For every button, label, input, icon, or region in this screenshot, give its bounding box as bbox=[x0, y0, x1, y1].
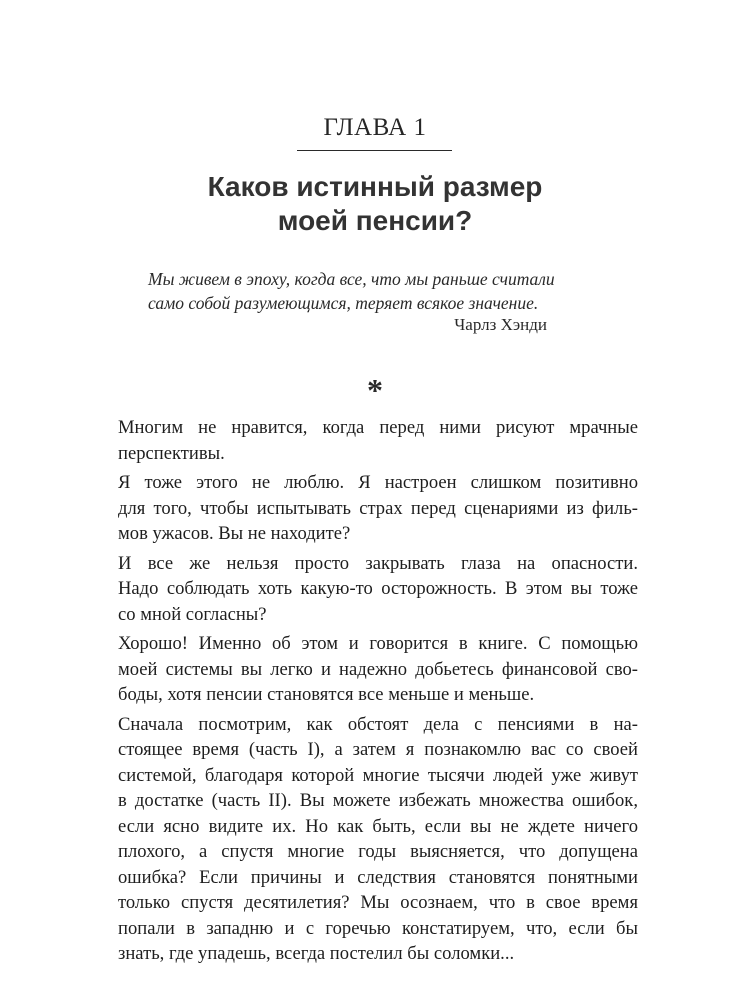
paragraph bbox=[118, 415, 638, 466]
text-line: в достатке (часть II). Вы можете избежать множества ошибок, bbox=[118, 790, 638, 811]
epigraph-line: само собой разумеющимся, теряет всякое значение. bbox=[148, 293, 539, 313]
chapter-title-line: моей пенсии? bbox=[277, 205, 473, 236]
paragraph bbox=[118, 551, 638, 628]
text-line: только спустя десятилетия? Мы осознаем, что в свое время bbox=[118, 892, 638, 913]
text-line: ошибка? Если причины и следствия становятся понятными bbox=[118, 866, 638, 888]
text-line: мов ужасов. Вы не находите? bbox=[118, 523, 351, 544]
text-line: боды, хотя пенсии становятся все меньше и меньше. bbox=[118, 684, 535, 705]
chapter-label: ГЛАВА 1 bbox=[323, 114, 427, 141]
epigraph-author: Чарлз Хэнди bbox=[454, 315, 547, 334]
text-line: моей системы вы легко и надежно добьетесь финансовой сво- bbox=[118, 658, 638, 680]
text-line: Хорошо! Именно об этом и говорится в книге. С помощью bbox=[118, 633, 638, 654]
epigraph bbox=[148, 267, 558, 315]
text-line: Сначала посмотрим, как обстоят дела с пенсиями в на- bbox=[118, 713, 638, 735]
text-line: если ясно видите их. Но как быть, если вы не ждете ничего bbox=[118, 815, 638, 837]
text-line: для того, чтобы испытывать страх перед сценариями из филь- bbox=[118, 497, 638, 519]
text-line: Я тоже этого не люблю. Я настроен слишком позитивно bbox=[118, 472, 638, 493]
text-line: Надо соблюдать хоть какую-то осторожность. В этом вы тоже bbox=[118, 578, 638, 599]
epigraph-line: Мы живем в эпоху, когда все, что мы раньше считали bbox=[148, 269, 555, 289]
paragraph bbox=[118, 712, 638, 967]
chapter-title-line: Каков истинный размер bbox=[207, 171, 543, 202]
text-line: системой, благодаря которой многие тысячи людей уже живут bbox=[118, 764, 638, 786]
paragraph bbox=[118, 631, 638, 708]
text-line: попали в западню и с горечью констатируем, что, если бы bbox=[118, 917, 638, 939]
text-line: со мной согласны? bbox=[118, 603, 267, 625]
text-line: стоящее время (часть I), а затем я познакомлю вас со своей bbox=[118, 739, 638, 760]
body-text bbox=[118, 415, 638, 967]
text-line: Многим не нравится, когда перед ними рисуют мрачные bbox=[118, 417, 638, 438]
chapter-underline bbox=[297, 150, 452, 151]
text-line: плохого, а спустя многие годы выясняется, что допущена bbox=[118, 841, 638, 862]
text-line: И все же нельзя просто закрывать глаза на опасности. bbox=[118, 552, 638, 574]
paragraph bbox=[118, 470, 638, 547]
text-line: знать, где упадешь, всегда постелил бы соломки... bbox=[118, 943, 515, 964]
text-line: перспективы. bbox=[118, 442, 225, 464]
section-separator: * bbox=[367, 372, 383, 408]
chapter-title bbox=[0, 170, 750, 238]
